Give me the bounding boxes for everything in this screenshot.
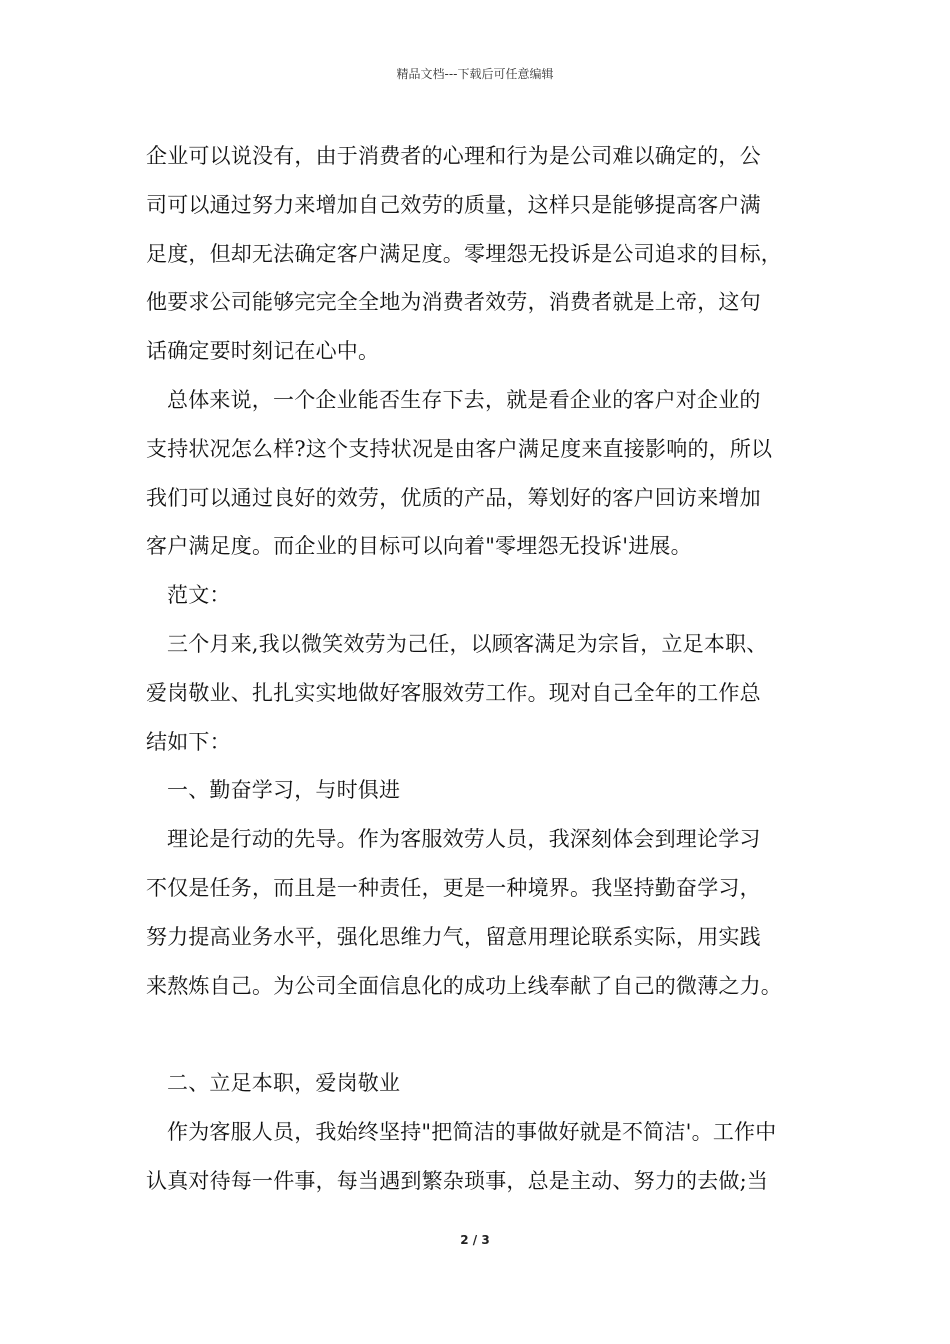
text-line: 作为客服人员，我始终坚持"把简洁的事做好就是不简洁'。工作中 <box>167 1119 777 1144</box>
text-line: 足度，但却无法确定客户满足度。零埋怨无投诉是公司追求的目标， <box>146 241 782 266</box>
text-line: 企业可以说没有，由于消费者的心理和行为是公司难以确定的，公 <box>146 144 761 168</box>
text-line: 结如下： <box>146 729 231 754</box>
text-line: 三个月来,我以微笑效劳为己任，以顾客满足为宗旨，立足本职、 <box>167 631 768 656</box>
text-line: 他要求公司能够完完全全地为消费者效劳，消费者就是上帝，这句 <box>146 290 761 315</box>
document-body <box>146 132 816 1206</box>
text-line: 总体来说，一个企业能否生存下去，就是看企业的客户对企业的 <box>167 387 761 412</box>
text-line: 来熬炼自己。为公司全面信息化的成功上线奉献了自己的微薄之力。 <box>146 973 782 998</box>
page-number: 2 / 3 <box>460 1233 490 1247</box>
text-line: 努力提高业务水平，强化思维力气，留意用理论联系实际，用实践 <box>146 924 761 949</box>
text-line: 不仅是任务，而且是一种责任，更是一种境界。我坚持勤奋学习， <box>146 875 761 900</box>
text-line: 范文： <box>167 583 231 608</box>
paragraph-gap <box>146 1010 816 1059</box>
text-line: 司可以通过努力来增加自己效劳的质量，这样只是能够提高客户满 <box>146 192 761 217</box>
section-heading: 一、勤奋学习，与时俱进 <box>167 778 401 803</box>
text-line: 爱岗敬业、扎扎实实地做好客服效劳工作。现对自己全年的工作总 <box>146 680 761 705</box>
text-line: 理论是行动的先导。作为客服效劳人员，我深刻体会到理论学习 <box>167 827 761 852</box>
text-line: 认真对待每一件事，每当遇到繁杂琐事，总是主动、努力的去做;当 <box>146 1168 769 1193</box>
text-line: 话确定要时刻记在心中。 <box>146 339 380 364</box>
text-line: 支持状况怎么样?这个支持状况是由客户满足度来直接影响的，所以 <box>146 436 773 461</box>
section-heading: 二、立足本职，爱岗敬业 <box>167 1071 401 1096</box>
text-line: 我们可以通过良好的效劳，优质的产品，筹划好的客户回访来增加 <box>146 485 761 510</box>
page-header: 精品文档---下载后可任意编辑 <box>396 67 554 81</box>
text-line: 客户满足度。而企业的目标可以向着"零埋怨无投诉'进展。 <box>146 534 692 559</box>
